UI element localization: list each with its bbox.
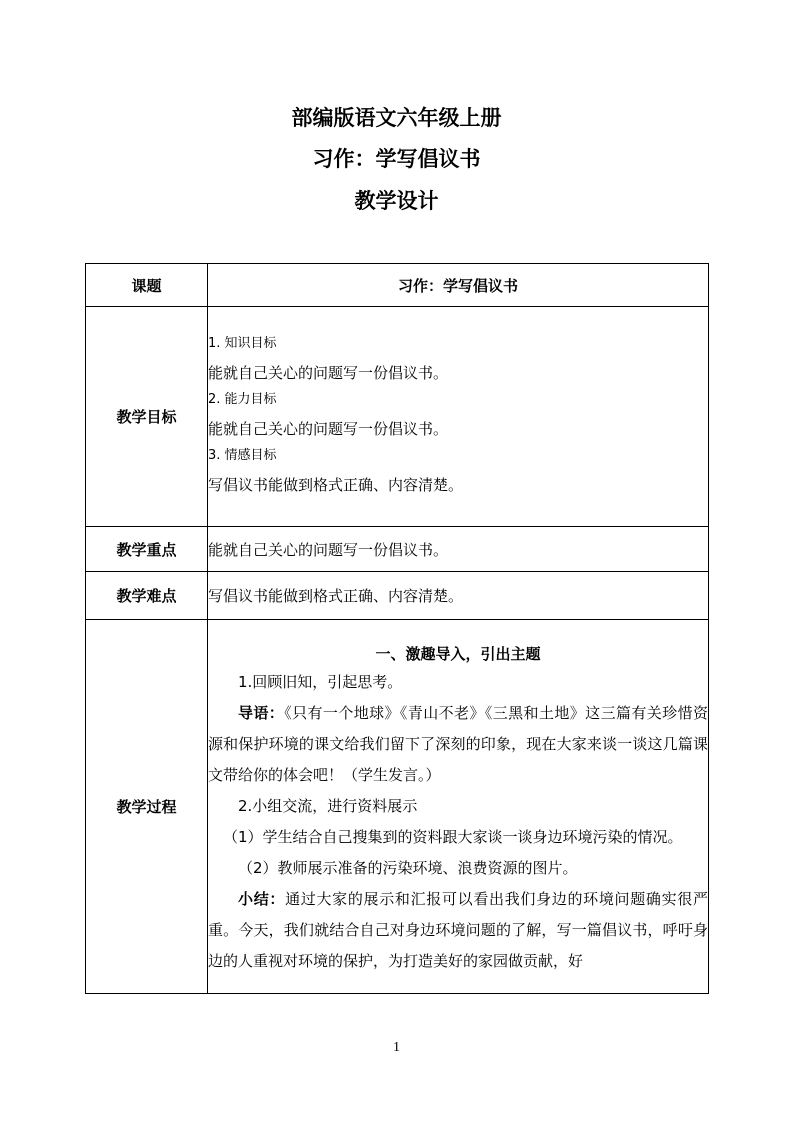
summary-paragraph	[208, 884, 708, 977]
sub-step-1: （1）学生结合自己搜集到的资料跟大家谈一谈身边环境污染的情况。	[223, 827, 683, 846]
goal-heading: 3. 情感目标	[208, 447, 277, 463]
sub-step-2: （2）教师展示准备的污染环境、浪费资源的图片。	[238, 858, 578, 877]
table-row-key-points	[86, 527, 709, 572]
guide-label: 导语：	[238, 703, 285, 722]
goal-text: 能就自己关心的问题写一份倡议书。	[208, 419, 449, 438]
table-row-difficulties	[86, 572, 709, 620]
goals-content	[208, 307, 709, 527]
guide-text: 《只有一个地球》《青山不老》《三黑和土地》这三篇有关珍惜资源和保护环境的课文给我们留下了深刻的印象，现在大家来谈一谈这几篇课文带给你的体会吧！（学生发言。）	[208, 703, 708, 784]
document-subtitle: 习作：学写倡议书	[312, 147, 481, 171]
table-row-goals	[86, 307, 709, 527]
page-number: 1	[393, 1040, 400, 1055]
section-heading: 一、激趣导入，引出主题	[375, 644, 541, 663]
document-title: 部编版语文六年级上册	[291, 106, 502, 130]
goals-label: 教学目标	[86, 307, 208, 527]
table-row-process	[86, 620, 709, 994]
lesson-plan-table	[85, 263, 709, 994]
goal-heading: 2. 能力目标	[208, 391, 277, 407]
goal-text: 写倡议书能做到格式正确、内容清楚。	[208, 475, 464, 494]
document-type-title: 教学设计	[354, 189, 439, 213]
guide-paragraph	[208, 698, 708, 791]
key-points-value: 能就自己关心的问题写一份倡议书。	[208, 527, 709, 572]
summary-text: 通过大家的展示和汇报可以看出我们身边的环境问题确实很严重。今天，我们就结合自己对身边环境问题的了解，写一篇倡议书，呼吁身边的人重视对环境的保护，为打造美好的家园做贡献，好	[208, 889, 708, 970]
goal-heading: 1. 知识目标	[208, 335, 277, 351]
table-row-topic	[86, 264, 709, 307]
process-label: 教学过程	[86, 620, 208, 994]
summary-label: 小结：	[238, 889, 286, 908]
difficulties-value: 写倡议书能做到格式正确、内容清楚。	[208, 572, 709, 620]
key-points-label: 教学重点	[86, 527, 208, 572]
goal-text: 能就自己关心的问题写一份倡议书。	[208, 363, 449, 382]
step-2: 2.小组交流，进行资料展示	[238, 796, 418, 815]
process-content	[208, 620, 709, 994]
topic-label: 课题	[86, 264, 208, 307]
step-1: 1.回顾旧知，引起思考。	[238, 672, 403, 691]
topic-value: 习作：学写倡议书	[208, 264, 709, 307]
difficulties-label: 教学难点	[86, 572, 208, 620]
